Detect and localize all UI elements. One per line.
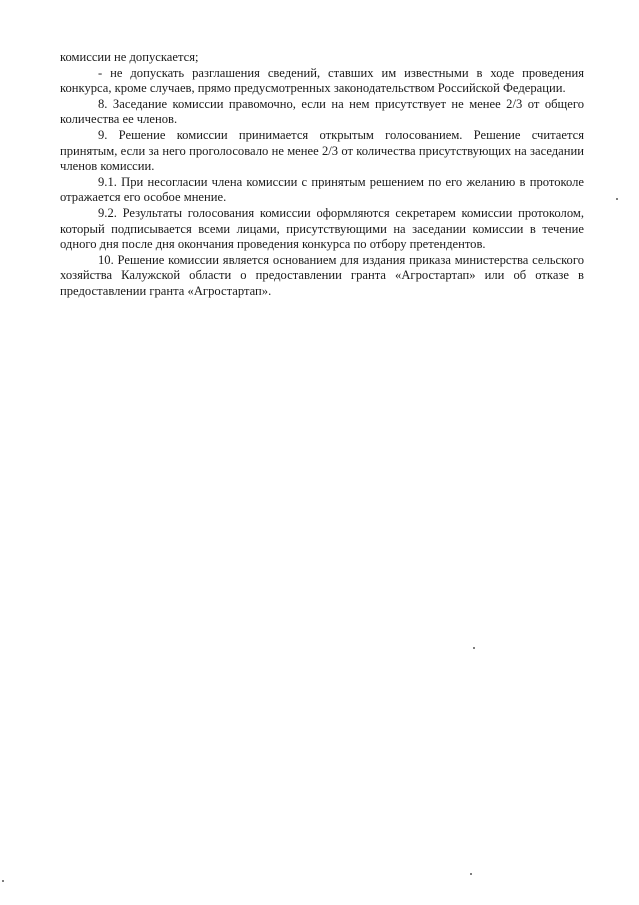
paragraph-9-1-dissent: 9.1. При несогласии члена комиссии с принятым решением по его желанию в протоколе отражается его особое мнение. [60, 174, 584, 205]
document-page [60, 50, 584, 300]
paragraph-9-voting: 9. Решение комиссии принимается открытым голосованием. Решение считается принятым, если за него проголосовало не менее 2/3 от количества присутствующих на заседании членов комиссии. [60, 127, 584, 174]
paragraph-9-2-protocol: 9.2. Результаты голосования комиссии оформляются секретарем комиссии протоколом, который подписывается всеми лицами, присутствующими на заседании комиссии в течение одного дня после дня окончания проведения конкурса по отбору претендентов. [60, 205, 584, 252]
paragraph-continuation: комиссии не допускается; [60, 50, 199, 64]
scan-speck [2, 880, 4, 882]
scan-speck [470, 873, 472, 875]
paragraph-8-quorum: 8. Заседание комиссии правомочно, если на нем присутствует не менее 2/3 от общего количества ее членов. [60, 96, 584, 127]
scan-speck [473, 647, 475, 649]
scan-speck [616, 198, 618, 200]
paragraph-confidentiality: - не допускать разглашения сведений, ставших им известными в ходе проведения конкурса, кроме случаев, прямо предусмотренных законодательством Российской Федерации. [60, 65, 584, 96]
paragraph-10-decision: 10. Решение комиссии является основанием для издания приказа министерства сельского хозяйства Калужской области о предоставлении гранта «Агростартап» или об отказе в предоставлении гранта «Агростартап». [60, 252, 584, 298]
